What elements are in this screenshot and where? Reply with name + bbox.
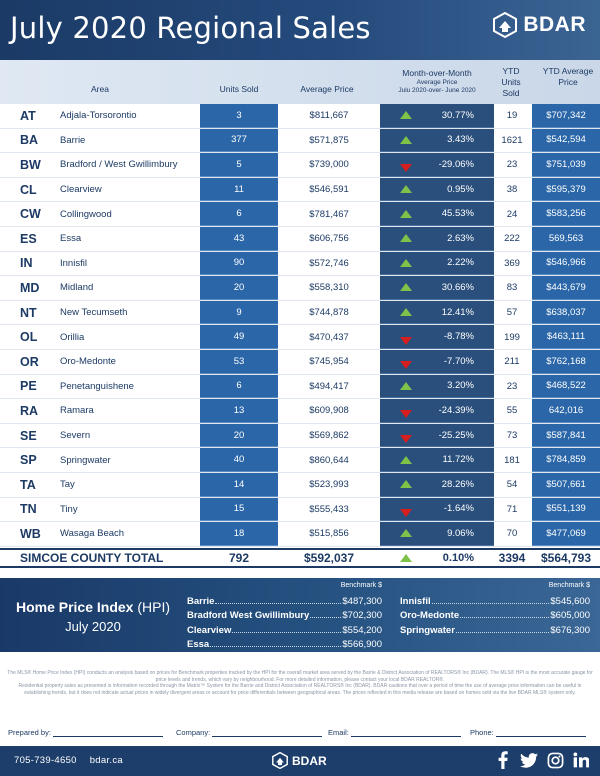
ytd-average: $542,594	[532, 129, 600, 153]
up-arrow-icon	[400, 185, 412, 193]
up-arrow-icon	[400, 283, 412, 291]
email-line[interactable]	[351, 728, 461, 737]
area-code: PE	[20, 379, 37, 394]
area-code: SE	[20, 428, 37, 443]
benchmark-value: $554,200	[342, 624, 382, 636]
units-sold: 18	[200, 522, 278, 546]
benchmark-area: Barrie	[187, 595, 215, 607]
average-price: $470,437	[309, 331, 349, 343]
prepared-by-label: Prepared by:	[8, 728, 51, 737]
instagram-icon[interactable]	[546, 751, 564, 769]
area-name: Springwater	[60, 454, 111, 466]
mom-change	[380, 473, 494, 497]
average-price: $745,954	[309, 356, 349, 368]
area-name: Barrie	[60, 134, 86, 146]
hpi-title-bold: Home Price Index	[15, 599, 134, 615]
mom-value: 30.77%	[441, 109, 474, 121]
page-title: July 2020 Regional Sales	[10, 11, 371, 45]
ytd-units: 24	[506, 208, 518, 220]
area-code: CL	[20, 182, 37, 197]
benchmark-value: $676,300	[550, 624, 590, 636]
area-code: WB	[20, 526, 41, 541]
table-body	[0, 104, 600, 547]
benchmark-area: Oro-Medonte	[400, 610, 460, 621]
area-code: OL	[20, 330, 38, 345]
ytd-average: 642,016	[532, 399, 600, 423]
table-row	[0, 301, 600, 326]
down-arrow-icon	[400, 361, 412, 369]
dot-leader	[310, 617, 341, 618]
mom-change	[380, 252, 494, 276]
dot-leader	[232, 632, 341, 633]
units-sold: 49	[200, 325, 278, 349]
ytd-units: 1621	[501, 134, 523, 146]
mom-change	[380, 424, 494, 448]
average-price: $555,433	[309, 503, 349, 515]
mom-change	[380, 325, 494, 349]
table-row	[0, 252, 600, 277]
mom-value: 30.66%	[441, 281, 474, 293]
prepared-by-line[interactable]	[53, 728, 163, 737]
dot-leader	[460, 617, 549, 618]
mom-value: 2.22%	[447, 257, 474, 269]
footer-logo-text: BDAR	[292, 753, 327, 768]
area-name: Clearview	[60, 184, 102, 196]
down-arrow-icon	[400, 410, 412, 418]
benchmark-area: Bradford West Gwillimbury	[187, 610, 310, 621]
area-code: ES	[20, 231, 37, 246]
units-sold: 6	[200, 375, 278, 399]
table-row	[0, 424, 600, 449]
ytd-units: 199	[504, 331, 520, 343]
email-field[interactable]	[328, 728, 461, 737]
page-footer	[0, 746, 600, 776]
mom-change	[380, 498, 494, 522]
up-arrow-icon	[400, 210, 412, 218]
table-row	[0, 202, 600, 227]
table-row	[0, 227, 600, 252]
average-price: $572,746	[309, 257, 349, 269]
disclaimer	[6, 670, 594, 696]
table-header	[0, 60, 600, 104]
average-price: $523,993	[309, 479, 349, 491]
ytd-average: $707,342	[532, 104, 600, 128]
disclaimer-paragraph-1: The MLS® Home Price Index (HPI) conducts an analysis based on prices for Benchmark properties tracked by the HPI for the overall market area served by the Barrie & District Association of REALTORS® Inc (BDAR). The MLS® HPI is the most accurate gauge for price levels and trends, which vary by neighbourhood. For more detailed information, please contact your local BDAR REALTOR®.	[7, 670, 593, 683]
mom-subtitle-2: Julu 2020-over- June 2020	[398, 87, 476, 94]
mom-change	[380, 202, 494, 226]
ytd-average: 569,563	[532, 227, 600, 251]
benchmark-item	[187, 621, 382, 636]
ytd-units: 71	[506, 503, 518, 515]
mom-value: 9.06%	[447, 527, 474, 539]
hpi-title-light: (HPI)	[137, 599, 171, 615]
ytd-average: $551,139	[532, 498, 600, 522]
average-price: $606,756	[309, 233, 349, 245]
benchmark-item	[400, 621, 590, 636]
units-sold: 5	[200, 153, 278, 177]
units-sold: 53	[200, 350, 278, 374]
table-row	[0, 498, 600, 523]
mom-change	[380, 129, 494, 153]
ytd-average: $751,039	[532, 153, 600, 177]
mom-change	[380, 104, 494, 128]
house-logo-icon	[272, 752, 288, 769]
twitter-icon[interactable]	[520, 751, 538, 769]
social-links	[494, 751, 590, 769]
area-name: Tay	[60, 479, 75, 491]
up-arrow-icon	[400, 529, 412, 537]
area-name: Wasaga Beach	[60, 528, 125, 540]
phone-label: Phone:	[470, 728, 494, 737]
logo-text: BDAR	[523, 13, 586, 36]
col-header-average-price: Average Price	[300, 84, 354, 94]
mom-change	[380, 178, 494, 202]
hpi-section	[0, 578, 600, 652]
ytd-units: 19	[506, 110, 518, 122]
area-name: Midland	[60, 282, 94, 294]
total-row	[0, 548, 600, 568]
total-ytd-units: 3394	[498, 551, 526, 565]
benchmark-value: $566,900	[342, 639, 382, 650]
email-label: Email:	[328, 728, 349, 737]
average-price: $744,878	[309, 307, 349, 319]
table-row	[0, 325, 600, 350]
dot-leader	[432, 603, 550, 604]
mom-value: -8.78%	[443, 331, 474, 343]
ytd-units: 83	[506, 282, 518, 294]
average-price: $494,417	[309, 380, 349, 392]
footer-website[interactable]: bdar.ca	[89, 755, 123, 766]
units-sold: 377	[200, 129, 278, 153]
mom-value: 12.41%	[441, 306, 474, 318]
area-name: Bradford / West Gwillimbury	[60, 159, 178, 171]
ytd-average: $762,168	[532, 350, 600, 374]
area-code: NT	[20, 305, 37, 320]
ytd-units: 369	[504, 257, 520, 269]
benchmark-item	[187, 607, 382, 622]
table-row	[0, 129, 600, 154]
total-average-price: $592,037	[303, 551, 355, 565]
mom-value: 45.53%	[441, 208, 474, 220]
prepared-by-form	[8, 728, 594, 740]
mom-value: -29.06%	[438, 158, 474, 170]
average-price: $571,875	[309, 134, 349, 146]
ytd-units: 23	[506, 380, 518, 392]
area-code: TA	[20, 477, 36, 492]
units-sold: 20	[200, 424, 278, 448]
mom-change	[380, 399, 494, 423]
ytd-average: $468,522	[532, 375, 600, 399]
average-price: $609,908	[309, 405, 349, 417]
sales-table	[0, 60, 600, 568]
mom-change	[380, 350, 494, 374]
mom-change	[380, 522, 494, 546]
mom-value: 11.72%	[442, 454, 474, 466]
benchmark-list-right	[400, 592, 590, 636]
area-name: Innisfil	[60, 257, 87, 269]
down-arrow-icon	[400, 435, 412, 443]
table-row	[0, 448, 600, 473]
down-arrow-icon	[400, 164, 412, 172]
table-row	[0, 375, 600, 400]
benchmark-item	[187, 636, 382, 651]
mom-value: -25.25%	[438, 429, 474, 441]
mom-value: -24.39%	[438, 404, 474, 416]
mom-subtitle-1: Average Price	[416, 79, 458, 86]
ytd-average: $595,379	[532, 178, 600, 202]
page-header	[0, 0, 600, 60]
benchmark-label-right: Benchmark $	[548, 582, 590, 589]
total-ytd-average: $564,793	[540, 551, 592, 565]
units-sold: 15	[200, 498, 278, 522]
ytd-units: 211	[504, 356, 520, 368]
col-header-units-sold: Units Sold	[219, 84, 259, 94]
area-code: MD	[20, 280, 40, 295]
benchmark-value: $702,300	[342, 610, 382, 621]
ytd-average: $784,859	[532, 448, 600, 472]
up-arrow-icon	[400, 382, 412, 390]
disclaimer-paragraph-2: Residential property sales as presented is information recorded through the Matrix™ System for the Barrie and District Association of REALTORS® Inc (BDAR). BDAR cautions that over a period of time the use of average price information can be useful in establishing trends, but it does not indicate actual prices in widely divergent areas or account for price differentials between geographical areas. The prices reflected in this media release are based on homes sold via the live BDAR MLS® system only.	[18, 683, 582, 696]
total-mom-value: 0.10%	[442, 552, 474, 564]
area-name: Collingwood	[60, 208, 112, 220]
company-label: Company:	[176, 728, 211, 737]
up-arrow-icon	[400, 308, 412, 316]
area-code: AT	[20, 108, 36, 123]
mom-change	[380, 448, 494, 472]
benchmark-value: $545,600	[550, 595, 590, 607]
benchmark-item	[400, 607, 590, 622]
footer-phone[interactable]: 705-739-4650	[14, 755, 77, 766]
ytd-average: $546,966	[532, 252, 600, 276]
down-arrow-icon	[400, 509, 412, 517]
up-arrow-icon	[400, 480, 412, 488]
benchmark-area: Innisfil	[400, 595, 431, 607]
benchmark-label-left: Benchmark $	[340, 582, 382, 589]
up-arrow-icon	[400, 259, 412, 267]
benchmark-list-left	[187, 592, 382, 650]
table-row	[0, 522, 600, 547]
average-price: $569,862	[309, 430, 349, 442]
total-mom	[380, 550, 494, 566]
ytd-average: $638,037	[532, 301, 600, 325]
area-name: Essa	[60, 233, 82, 245]
up-arrow-icon	[400, 456, 412, 464]
table-row	[0, 178, 600, 203]
mom-title: Month-over-Month	[402, 68, 472, 78]
benchmark-item	[187, 592, 382, 607]
linkedin-icon[interactable]	[572, 751, 590, 769]
col-header-month-over-month	[380, 68, 494, 95]
average-price: $515,856	[309, 528, 349, 540]
mom-change	[380, 153, 494, 177]
mom-value: -7.70%	[443, 355, 474, 367]
table-row	[0, 350, 600, 375]
benchmark-area: Clearview	[187, 624, 232, 636]
ytd-average: $443,679	[532, 276, 600, 300]
footer-logo[interactable]	[272, 752, 327, 769]
ytd-average: $463,111	[532, 325, 600, 349]
ytd-units: 181	[504, 454, 520, 466]
table-row	[0, 399, 600, 424]
mom-value: -1.64%	[443, 503, 474, 515]
area-code: BW	[20, 157, 41, 172]
ytd-units: 222	[504, 233, 520, 245]
ytd-units: 23	[506, 159, 518, 171]
col-header-area: Area	[91, 84, 109, 94]
ytd-units: 55	[506, 405, 518, 417]
ytd-average: $477,069	[532, 522, 600, 546]
table-row	[0, 104, 600, 129]
dot-leader	[210, 646, 341, 647]
area-name: New Tecumseth	[60, 307, 128, 319]
col-header-ytd-average: YTD Average Price	[542, 66, 594, 87]
footer-contact	[14, 755, 123, 766]
area-code: TN	[20, 502, 37, 517]
units-sold: 11	[200, 178, 278, 202]
mom-value: 2.63%	[447, 232, 474, 244]
units-sold: 3	[200, 104, 278, 128]
benchmark-value: $605,000	[550, 610, 590, 621]
hpi-period: July 2020	[65, 619, 121, 634]
units-sold: 90	[200, 252, 278, 276]
units-sold: 43	[200, 227, 278, 251]
units-sold: 13	[200, 399, 278, 423]
average-price: $558,310	[309, 282, 349, 294]
dot-leader	[456, 632, 549, 633]
units-sold: 40	[200, 448, 278, 472]
benchmark-area: Essa	[187, 639, 210, 650]
table-row	[0, 153, 600, 178]
benchmark-item	[400, 592, 590, 607]
area-name: Ramara	[60, 405, 94, 417]
up-arrow-icon	[400, 136, 412, 144]
ytd-units: 73	[506, 430, 518, 442]
prepared-by-field[interactable]	[8, 728, 163, 737]
mom-change	[380, 227, 494, 251]
area-code: RA	[20, 403, 39, 418]
area-code: OR	[20, 354, 39, 369]
company-field[interactable]	[176, 728, 322, 737]
mom-change	[380, 276, 494, 300]
mom-value: 3.43%	[447, 134, 474, 146]
mom-value: 3.20%	[447, 380, 474, 392]
average-price: $546,591	[309, 184, 349, 196]
area-code: BA	[20, 133, 39, 148]
table-row	[0, 276, 600, 301]
phone-field[interactable]	[470, 728, 586, 737]
hpi-title	[8, 599, 178, 615]
ytd-units: 54	[506, 479, 518, 491]
ytd-average: $507,661	[532, 473, 600, 497]
ytd-units: 70	[506, 528, 518, 540]
area-name: Orillia	[60, 331, 85, 343]
up-arrow-icon	[400, 111, 412, 119]
area-name: Oro-Medonte	[60, 356, 116, 368]
table-row	[0, 473, 600, 498]
up-arrow-icon	[400, 234, 412, 242]
units-sold: 14	[200, 473, 278, 497]
average-price: $860,644	[309, 454, 349, 466]
area-name: Tiny	[60, 503, 78, 515]
company-line[interactable]	[212, 728, 322, 737]
ytd-average: $583,256	[532, 202, 600, 226]
area-name: Severn	[60, 430, 91, 442]
house-logo-icon	[493, 12, 517, 38]
area-code: SP	[20, 453, 37, 468]
area-code: IN	[20, 256, 33, 271]
benchmark-area: Springwater	[400, 624, 455, 636]
units-sold: 9	[200, 301, 278, 325]
ytd-units: 57	[506, 307, 518, 319]
area-code: CW	[20, 207, 41, 222]
ytd-average: $587,841	[532, 424, 600, 448]
bdar-logo[interactable]	[493, 10, 586, 40]
total-label: SIMCOE COUNTY TOTAL	[20, 551, 164, 565]
average-price: $811,667	[309, 110, 349, 122]
units-sold: 6	[200, 202, 278, 226]
ytd-units: 38	[506, 184, 518, 196]
mom-value: 0.95%	[447, 183, 474, 195]
area-name: Penetanguishene	[60, 380, 134, 392]
down-arrow-icon	[400, 337, 412, 345]
area-name: Adjala-Torsorontio	[60, 110, 137, 122]
phone-line[interactable]	[496, 728, 586, 737]
mom-change	[380, 375, 494, 399]
average-price: $739,000	[309, 159, 349, 171]
mom-value: 28.26%	[441, 478, 474, 490]
units-sold: 20	[200, 276, 278, 300]
col-header-ytd-units: YTD Units Sold	[501, 66, 521, 98]
dot-leader	[215, 603, 341, 604]
benchmark-value: $487,300	[342, 595, 382, 607]
mom-change	[380, 301, 494, 325]
total-units: 792	[228, 551, 250, 565]
average-price: $781,467	[309, 208, 349, 220]
facebook-icon[interactable]	[494, 751, 512, 769]
up-arrow-icon	[400, 554, 412, 562]
